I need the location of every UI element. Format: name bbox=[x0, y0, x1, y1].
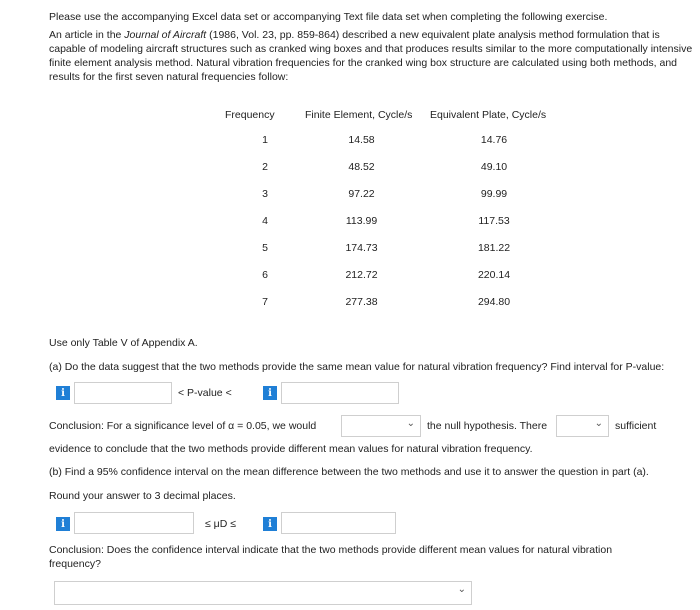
null-hypothesis-select[interactable] bbox=[341, 415, 421, 437]
info-icon[interactable]: i bbox=[56, 386, 70, 400]
frequency-cell: 2 bbox=[262, 160, 268, 173]
frequency-cell: 7 bbox=[262, 295, 268, 308]
table-row bbox=[225, 126, 564, 153]
table-row bbox=[225, 288, 564, 315]
frequency-cell: 5 bbox=[262, 241, 268, 254]
pvalue-lower-input[interactable] bbox=[74, 382, 172, 404]
article-suffix: (1986, Vol. 23, pp. 859-864) described a new equivalent plate analysis method formulation that is capable of modeling aircraft structures such as cranked wing boxes and that produces results similar to the more computationally intensive finite element analysis method. Natural vibration frequencies for the cranked wing box structure are calculated using both methods, and results for the first seven natural frequencies follow: bbox=[49, 29, 693, 83]
table-row bbox=[225, 153, 564, 180]
table-row bbox=[225, 261, 564, 288]
equivalent-plate-cell: 117.53 bbox=[478, 214, 510, 227]
part-b-question: (b) Find a 95% confidence interval on the mean difference between the two methods and use it to answer the question in part (a). bbox=[49, 466, 649, 478]
table-row bbox=[225, 207, 564, 234]
finite-element-cell: 113.99 bbox=[345, 214, 378, 227]
finite-element-cell: 212.72 bbox=[345, 268, 378, 281]
chevron-down-icon: ⌄ bbox=[406, 418, 415, 429]
part-a-question: (a) Do the data suggest that the two methods provide the same mean value for natural vibration frequency? Find interval for P-value: bbox=[49, 361, 665, 373]
part-b-conclusion: Conclusion: Does the confidence interval indicate that the two methods provide different mean values for natural vibration frequency? bbox=[49, 544, 613, 570]
finite-element-cell: 277.38 bbox=[345, 295, 378, 308]
equivalent-plate-cell: 99.99 bbox=[480, 187, 508, 200]
pvalue-label: < P-value < bbox=[178, 387, 232, 399]
info-icon[interactable]: i bbox=[56, 517, 70, 531]
article-text bbox=[49, 28, 694, 84]
intro-text: Please use the accompanying Excel data set or accompanying Text file data set when completing the following exercise. bbox=[49, 11, 608, 23]
conclusion-a-text-1: Conclusion: For a significance level of α = 0.05, we would bbox=[49, 420, 317, 432]
frequency-cell: 3 bbox=[262, 187, 268, 200]
instruction-text: Use only Table V of Appendix A. bbox=[49, 337, 198, 349]
finite-element-cell: 14.58 bbox=[348, 133, 375, 146]
info-icon[interactable]: i bbox=[263, 386, 277, 400]
frequency-cell: 6 bbox=[262, 268, 268, 281]
header-equivalent-plate: Equivalent Plate, Cycle/s bbox=[430, 109, 547, 121]
frequency-table bbox=[225, 104, 564, 315]
header-frequency: Frequency bbox=[225, 109, 275, 121]
ci-upper-input[interactable] bbox=[281, 512, 396, 534]
journal-name: Journal of Aircraft bbox=[124, 29, 207, 41]
equivalent-plate-cell: 220.14 bbox=[477, 268, 511, 281]
conclusion-a-text-4: evidence to conclude that the two methods provide different mean values for natural vibration frequency. bbox=[49, 443, 533, 455]
conclusion-a-text-2: the null hypothesis. There bbox=[427, 420, 548, 432]
finite-element-cell: 48.52 bbox=[348, 160, 375, 173]
finite-element-cell: 174.73 bbox=[345, 241, 378, 254]
table-row bbox=[225, 180, 564, 207]
info-icon[interactable]: i bbox=[263, 517, 277, 531]
equivalent-plate-cell: 49.10 bbox=[480, 160, 508, 173]
ci-label: ≤ μD ≤ bbox=[205, 518, 236, 530]
finite-element-cell: 97.22 bbox=[348, 187, 375, 200]
ci-conclusion-select[interactable] bbox=[54, 581, 472, 605]
header-finite-element: Finite Element, Cycle/s bbox=[305, 109, 413, 121]
frequency-cell: 1 bbox=[262, 133, 268, 146]
chevron-down-icon: ⌄ bbox=[457, 584, 466, 595]
conclusion-a-text-3: sufficient bbox=[615, 420, 657, 432]
equivalent-plate-cell: 14.76 bbox=[480, 133, 508, 146]
equivalent-plate-cell: 181.22 bbox=[477, 241, 511, 254]
article-prefix: An article in the bbox=[49, 29, 125, 41]
chevron-down-icon: ⌄ bbox=[594, 418, 603, 429]
pvalue-upper-input[interactable] bbox=[281, 382, 399, 404]
sufficient-select[interactable] bbox=[556, 415, 609, 437]
equivalent-plate-cell: 294.80 bbox=[477, 295, 511, 308]
ci-lower-input[interactable] bbox=[74, 512, 194, 534]
table-row bbox=[225, 234, 564, 261]
round-instruction: Round your answer to 3 decimal places. bbox=[49, 490, 236, 502]
frequency-cell: 4 bbox=[262, 214, 268, 227]
